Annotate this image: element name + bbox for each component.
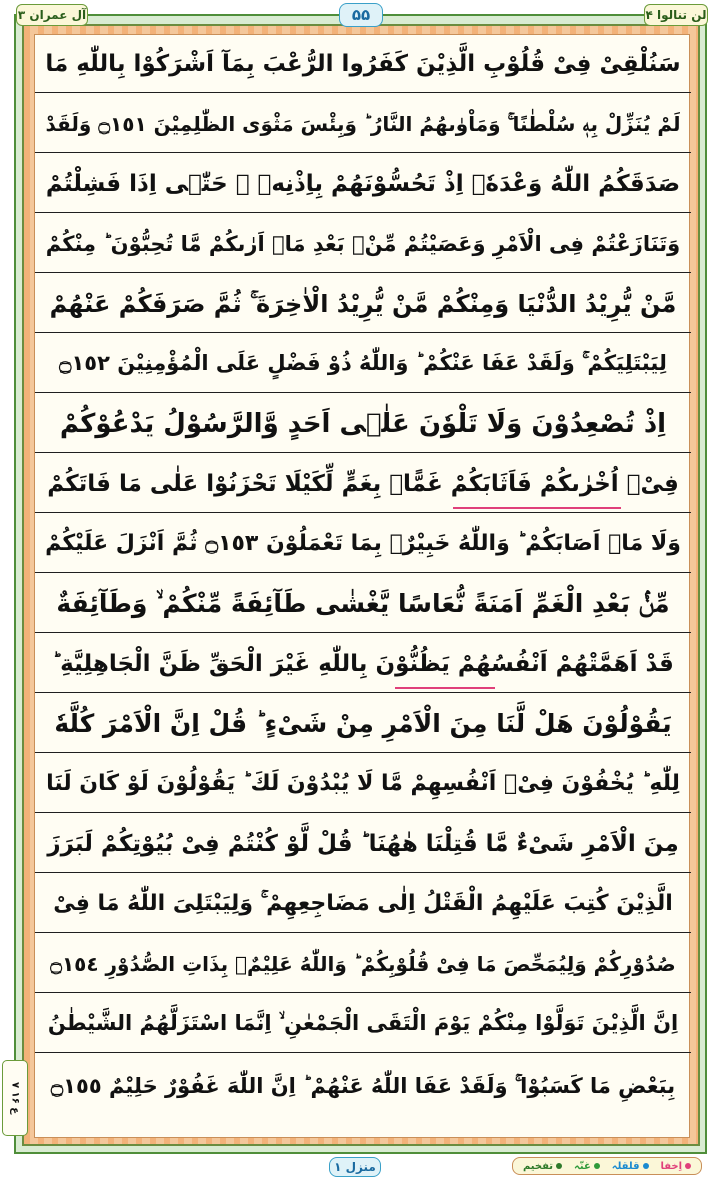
line-text: يَقُوْلُوْنَ هَلْ لَّنَا مِنَ الْاَمْرِ مِنْ شَىْءٍ ؕ قُلْ اِنَّ الْاَمْرَ كُلَّهٗ xyxy=(54,709,672,738)
text-line xyxy=(35,875,691,933)
page-number: ۵۵ xyxy=(351,6,371,24)
text-line xyxy=(35,815,691,873)
legend-dot-icon xyxy=(643,1163,649,1169)
line-text: قَدْ اَهَمَّتْهُمْ اَنْفُسُهُمْ يَظُنُّوْنَ بِاللّٰهِ غَيْرَ الْحَقِّ ظَنَّ الْجَاهِلِيَّةِ ؕ xyxy=(52,650,674,677)
line-text: الَّذِيْنَ كُتِبَ عَلَيْهِمُ الْقَتْلُ اِلٰى مَضَاجِعِهِمْ ۚ وَلِيَبْتَلِىَ اللّٰهُ مَا فِىْ xyxy=(53,891,673,916)
line-text: لَمْ يُنَزِّلْ بِهٖ سُلْطٰنًا ۚ وَمَاْوٰىهُمُ النَّارُ ؕ وَبِئْسَ مَثْوَى الظّٰلِمِيْنَ ۝١٥١ وَلَقَدْ xyxy=(45,111,681,136)
line-text: مِّنْۢ بَعْدِ الْغَمِّ اَمَنَةً نُّعَاسًا يَّغْشٰى طَآئِفَةً مِّنْكُمْ ۙ وَطَآئِفَةٌ xyxy=(56,588,670,618)
sajda-overline xyxy=(453,507,621,509)
legend-label: غنّہ xyxy=(574,1160,591,1172)
manzil-badge xyxy=(329,1157,381,1177)
page-number-badge xyxy=(339,3,383,27)
text-line xyxy=(35,995,691,1053)
text-line xyxy=(35,95,691,153)
line-text: اِنَّ الَّذِيْنَ تَوَلَّوْا مِنْكُمْ يَوْمَ الْتَقَى الْجَمْعٰنِ ۙ اِنَّمَا اسْتَزَلَّهُمُ الشَّيْطٰنُ xyxy=(47,1011,679,1035)
legend-dot-icon xyxy=(685,1163,691,1169)
legend-label: اِخفا xyxy=(660,1160,683,1172)
legend-item xyxy=(523,1161,562,1172)
line-text: صَدَقَكُمُ اللّٰهُ وَعْدَهٗۤ اِذْ تَحُسُّوْنَهُمْ بِاِذْنِهٖ ۚ حَتّٰۤى اِذَا فَشِلْتُمْ xyxy=(45,170,681,197)
legend-item xyxy=(574,1161,600,1172)
ruku-label: ع ۱۶ ۷ xyxy=(9,1081,21,1115)
legend-dot-icon xyxy=(594,1163,600,1169)
tajweed-legend xyxy=(512,1157,702,1175)
text-line xyxy=(35,455,691,513)
text-line xyxy=(35,335,691,393)
quran-page xyxy=(34,34,690,1138)
text-line xyxy=(35,1055,691,1117)
juz-label: لن تنالوا ۴ xyxy=(645,8,707,22)
text-line xyxy=(35,695,691,753)
legend-item xyxy=(660,1161,691,1172)
text-line xyxy=(35,755,691,813)
line-text: فِىْۤ اُخْرٰىكُمْ فَاَثَابَكُمْ غَمًّاۢ بِغَمٍّ لِّكَيْلَا تَحْزَنُوْا عَلٰى مَا فَاتَكُمْ xyxy=(47,470,679,497)
ruku-marker xyxy=(2,1060,28,1136)
sajda-overline xyxy=(395,687,495,689)
line-text: بِبَعْضِ مَا كَسَبُوْا ۚ وَلَقَدْ عَفَا اللّٰهُ عَنْهُمْ ؕ اِنَّ اللّٰهَ غَفُوْرٌ حَلِيْمٌ ۝١٥٥ xyxy=(50,1073,676,1098)
line-text: صُدُوْرِكُمْ وَلِيُمَحِّصَ مَا فِىْ قُلُوْبِكُمْ ؕ وَاللّٰهُ عَلِيْمٌۢ بِذَاتِ الصُّدُوْرِ ۝١٥٤ xyxy=(50,951,676,976)
text-line xyxy=(35,155,691,213)
line-text: مِنَ الْاَمْرِ شَىْءٌ مَّا قُتِلْنَا هٰهُنَا ؕ قُلْ لَّوْ كُنْتُمْ فِىْ بُيُوْتِكُمْ لَبَرَزَ xyxy=(47,830,679,857)
text-line xyxy=(35,275,691,333)
juz-tab xyxy=(644,4,708,26)
line-text: اِذْ تُصْعِدُوْنَ وَلَا تَلْوٗنَ عَلٰۤى اَحَدٍ وَّالرَّسُوْلُ يَدْعُوْكُمْ xyxy=(59,408,667,439)
line-text: سَنُلْقِىْ فِىْ قُلُوْبِ الَّذِيْنَ كَفَرُوا الرُّعْبَ بِمَآ اَشْرَكُوْا بِاللّٰهِ مَا xyxy=(45,50,681,77)
line-text: لِيَبْتَلِيَكُمْ ۚ وَلَقَدْ عَفَا عَنْكُمْ ؕ وَاللّٰهُ ذُوْ فَضْلٍ عَلَى الْمُؤْمِنِيْنَ ۝١٥٢ xyxy=(59,351,667,375)
text-line xyxy=(35,515,691,573)
text-line xyxy=(35,395,691,453)
manzil-label: منزل ۱ xyxy=(334,1160,376,1174)
text-line xyxy=(35,635,691,693)
text-line xyxy=(35,575,691,633)
text-line xyxy=(35,35,691,93)
surah-label: آل عمران ۳ xyxy=(17,8,87,22)
text-line xyxy=(35,935,691,993)
legend-dot-icon xyxy=(556,1163,562,1169)
line-text: وَلَا مَاۤ اَصَابَكُمْ ؕ وَاللّٰهُ خَبِيْرٌۢ بِمَا تَعْمَلُوْنَ ۝١٥٣ ثُمَّ اَنْزَلَ عَلَيْكُمْ xyxy=(45,531,681,556)
line-text: مَّنْ يُّرِيْدُ الدُّنْيَا وَمِنْكُمْ مَّنْ يُّرِيْدُ الْاٰخِرَةَ ۚ ثُمَّ صَرَفَكُمْ عَنْهُمْ xyxy=(49,289,677,318)
surah-tab xyxy=(16,4,88,26)
text-line xyxy=(35,215,691,273)
line-text: وَتَنَازَعْتُمْ فِى الْاَمْرِ وَعَصَيْتُمْ مِّنْۢ بَعْدِ مَاۤ اَرٰىكُمْ مَّا تُحِبُّوْنَ ؕ مِنْكُمْ xyxy=(45,231,681,256)
legend-label: تفخیم xyxy=(522,1160,554,1172)
legend-item xyxy=(612,1161,649,1172)
line-text: لِلّٰهِ ؕ يُخْفُوْنَ فِىْۤ اَنْفُسِهِمْ مَّا لَا يُبْدُوْنَ لَكَ ؕ يَقُوْلُوْنَ لَوْ كَانَ لَنَا xyxy=(46,771,680,796)
legend-label: قلقلہ xyxy=(611,1160,640,1172)
